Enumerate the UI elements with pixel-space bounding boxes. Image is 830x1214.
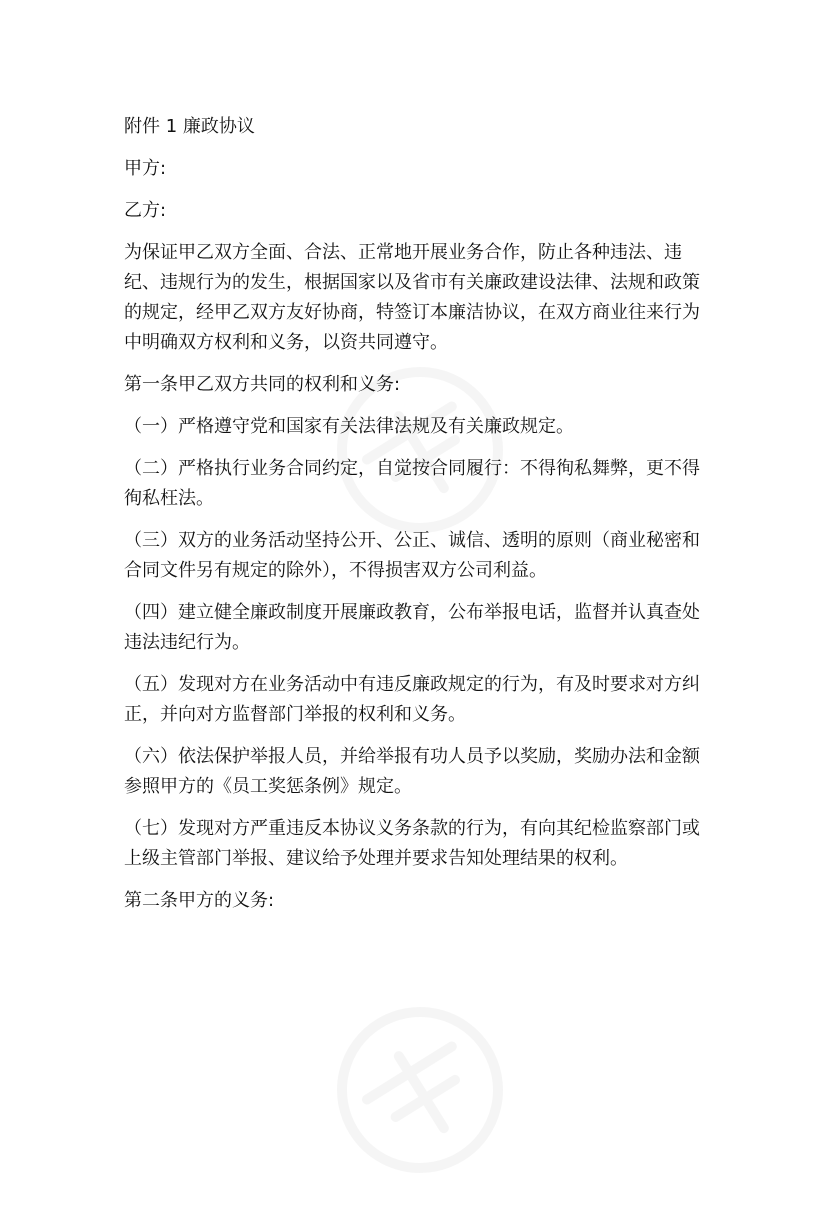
party-b-label: 乙方: — [124, 200, 167, 221]
intro-paragraph: 为保证甲乙双方全面、合法、正常地开展业务合作，防止各种违法、违纪、违规行为的发生，根据国家以及省市有关廉政建设法律、法规和政策的规定，经甲乙双方友好协商，特签订本廉洁协议，在双方商业往来行为中明确双方权利和义务，以资共同遵守。 — [124, 242, 700, 353]
article-2-title: 第二条甲方的义务: — [124, 890, 275, 911]
article-1-item-7: （七）发现对方严重违反本协议义务条款的行为，有向其纪检监察部门或上级主管部门举报、建议给予处理并要求告知处理结果的权利。 — [124, 818, 700, 869]
article-1-item-4: （四）建立健全廉政制度开展廉政教育，公布举报电话，监督并认真查处违法违纪行为。 — [124, 602, 700, 653]
party-a-label: 甲方: — [124, 158, 167, 179]
article-1-item-6: （六）依法保护举报人员，并给举报有功人员予以奖励，奖励办法和金额参照甲方的《员工奖惩条例》规定。 — [124, 746, 700, 797]
document-body — [124, 112, 714, 928]
watermark-logo-bottom — [296, 966, 544, 1214]
document-title: 附件 1 廉政协议 — [124, 116, 255, 137]
article-1-item-5: （五）发现对方在业务活动中有违反廉政规定的行为，有及时要求对方纠正，并向对方监督部门举报的权利和义务。 — [124, 674, 700, 725]
article-1-title: 第一条甲乙双方共同的权利和义务: — [124, 374, 401, 395]
article-1-item-2: （二）严格执行业务合同约定，自觉按合同履行：不得徇私舞弊，更不得徇私枉法。 — [124, 458, 700, 509]
article-1-item-1: （一）严格遵守党和国家有关法律法规及有关廉政规定。 — [124, 416, 574, 437]
article-1-item-3: （三）双方的业务活动坚持公开、公正、诚信、透明的原则（商业秘密和合同文件另有规定的除外），不得损害双方公司利益。 — [124, 530, 700, 581]
